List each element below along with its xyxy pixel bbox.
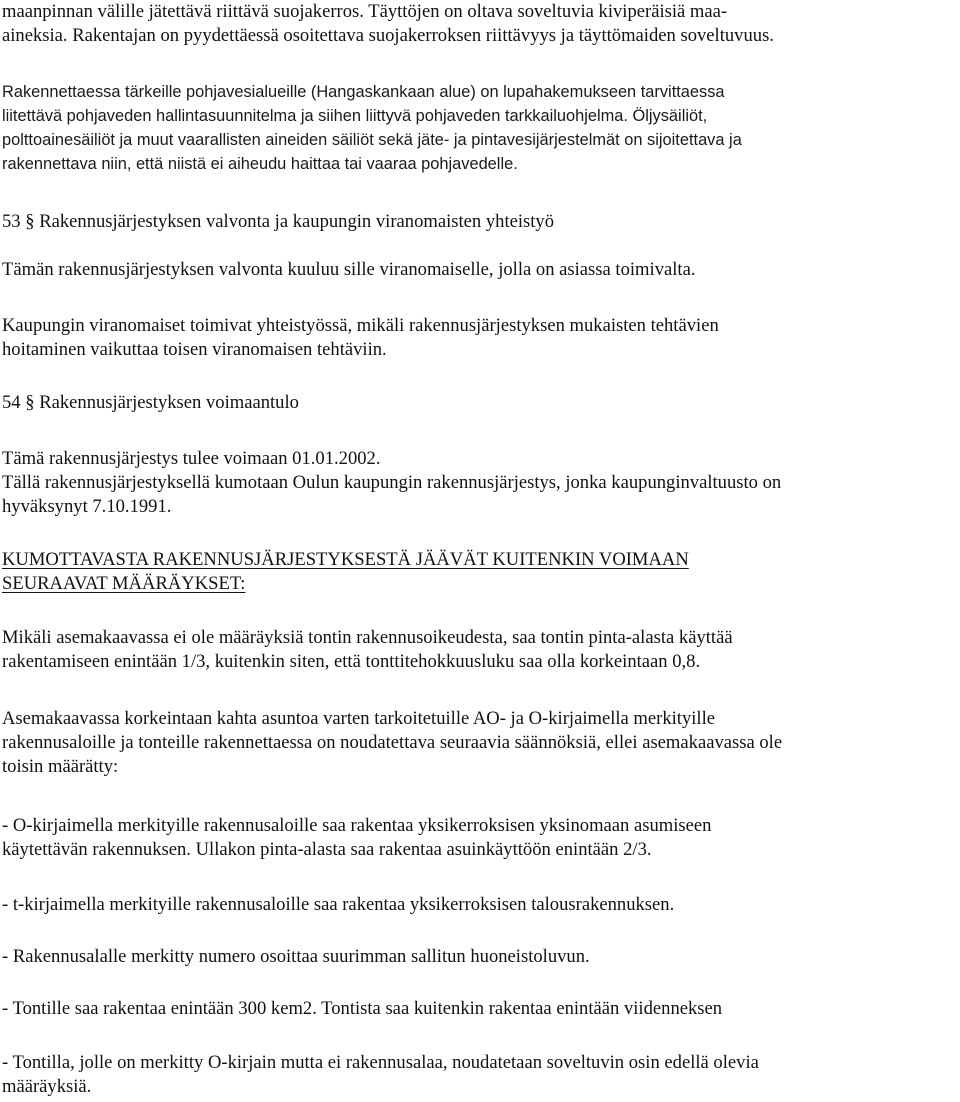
list-item-continued: määräyksiä. <box>2 1076 92 1097</box>
text-line: rakentamiseen enintään 1/3, kuitenkin siten, että tonttitehokkuusluku saa olla korkeintaan 0,8. <box>2 651 701 672</box>
text-line: Tällä rakennusjärjestyksellä kumotaan Oulun kaupungin rakennusjärjestys, jonka kaupunginvaltuusto on <box>2 472 782 493</box>
heading-line: 53 § Rakennusjärjestyksen valvonta ja kaupungin viranomaisten yhteistyö <box>2 211 555 232</box>
text-line: rakennusaloille ja tonteille rakennettaessa on noudatettava seuraavia säännöksiä, ellei asemakaavassa ole <box>2 732 783 753</box>
list-item-continued: käytettävän rakennuksen. Ullakon pinta-alasta saa rakentaa asuinkäyttöön enintään 2/3. <box>2 839 652 860</box>
section-53-paragraph-authority <box>2 258 958 282</box>
text-line: maanpinnan välille jätettävä riittävä suojakerros. Täyttöjen on oltava soveltuvia kiviperäisiä maa- <box>2 1 728 22</box>
provision-building-right <box>2 626 958 674</box>
provision-ao-intro <box>2 707 958 779</box>
text-line: polttoainesäiliöt ja muut vaarallisten aineiden säiliöt sekä jäte- ja pintavesijärjestelmät on sijoitettava ja <box>2 131 742 149</box>
text-line: hyväksynyt 7.10.1991. <box>2 496 172 517</box>
list-item: - t-kirjaimella merkityille rakennusaloille saa rakentaa yksikerroksisen talousrakennuksen. <box>2 894 675 915</box>
section-53-paragraph-cooperation <box>2 314 958 362</box>
text-line: Asemakaavassa korkeintaan kahta asuntoa varten tarkoitetuille AO- ja O-kirjaimella merkityille <box>2 708 716 729</box>
paragraph-groundwater <box>2 80 958 176</box>
provision-o-letter <box>2 814 958 862</box>
heading-line: 54 § Rakennusjärjestyksen voimaantulo <box>2 392 299 413</box>
section-54-body <box>2 447 958 519</box>
text-line: toisin määrätty: <box>2 756 119 777</box>
heading-line: KUMOTTAVASTA RAKENNUSJÄRJESTYKSESTÄ JÄÄVÄT KUITENKIN VOIMAAN <box>2 549 689 570</box>
provision-o-without-area <box>2 1051 958 1099</box>
provision-t-letter <box>2 893 958 917</box>
heading-line: SEURAAVAT MÄÄRÄYKSET: <box>2 573 246 594</box>
text-line: Kaupungin viranomaiset toimivat yhteistyössä, mikäli rakennusjärjestyksen mukaisten tehtävien <box>2 315 719 336</box>
provision-number <box>2 945 958 969</box>
text-line: rakennettava niin, että niistä ei aiheudu haittaa tai vaaraa pohjavedelle. <box>2 155 518 173</box>
provision-300-kem2 <box>2 997 958 1021</box>
text-line: Rakennettaessa tärkeille pohjavesialueille (Hangaskankaan alue) on lupahakemukseen tarvittaessa <box>2 83 725 101</box>
list-item: - O-kirjaimella merkityille rakennusaloille saa rakentaa yksikerroksisen yksinomaan asumiseen <box>2 815 712 836</box>
list-item: - Rakennusalalle merkitty numero osoittaa suurimman sallitun huoneistoluvun. <box>2 946 590 967</box>
text-line: Mikäli asemakaavassa ei ole määräyksiä tontin rakennusoikeudesta, saa tontin pinta-alasta käyttää <box>2 627 733 648</box>
text-line: Tämän rakennusjärjestyksen valvonta kuuluu sille viranomaiselle, jolla on asiassa toimivalta. <box>2 259 696 280</box>
text-line: liitettävä pohjaveden hallintasuunnitelma ja siihen liittyvä pohjaveden tarkkailuohjelma. Öljysäiliöt, <box>2 107 708 125</box>
list-item: - Tontille saa rakentaa enintään 300 kem2. Tontista saa kuitenkin rakentaa enintään viidenneksen <box>2 998 723 1019</box>
text-line: Tämä rakennusjärjestys tulee voimaan 01.01.2002. <box>2 448 381 469</box>
section-54-heading <box>2 391 958 415</box>
section-53-heading <box>2 210 958 234</box>
remaining-provisions-heading <box>2 548 958 596</box>
paragraph-top-carryover <box>2 0 958 48</box>
text-line: aineksia. Rakentajan on pyydettäessä osoitettava suojakerroksen riittävyys ja täyttömaiden soveltuvuus. <box>2 25 774 46</box>
text-line: hoitaminen vaikuttaa toisen viranomaisen tehtäviin. <box>2 339 387 360</box>
list-item: - Tontilla, jolle on merkitty O-kirjain mutta ei rakennusalaa, noudatetaan soveltuvin osin edellä olevia <box>2 1052 759 1073</box>
